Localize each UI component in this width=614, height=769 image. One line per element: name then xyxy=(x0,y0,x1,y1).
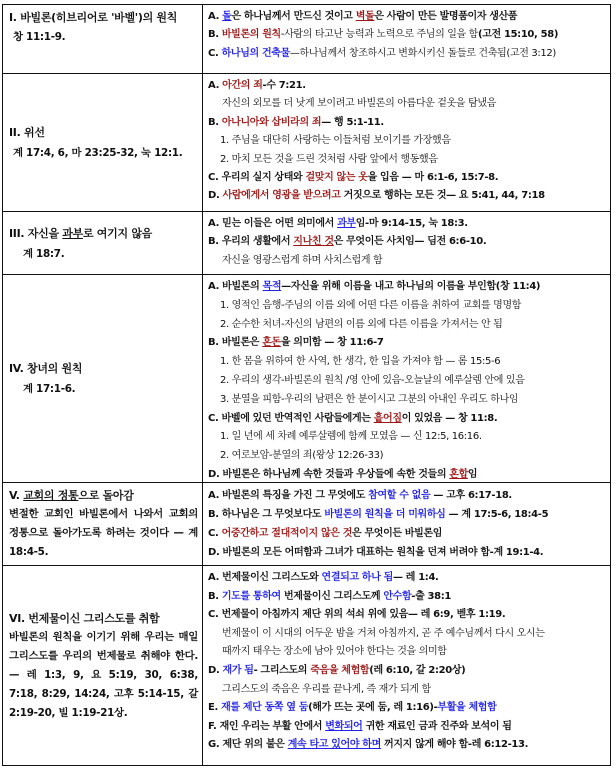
section-row-3 xyxy=(3,212,610,275)
point-a: A. 바빌론의 특징을 가진 그 무엇에도 참여할 수 없음 — 고후 6:17-18. xyxy=(208,490,512,501)
section-heading-cell xyxy=(3,74,203,211)
section-title: III. 자신을 과부로 여기지 않음 xyxy=(9,226,152,240)
point-c: C. 하나님의 건축물—하나님께서 창조하시고 변화시키신 돌들로 건축됨(고전 3:12) xyxy=(208,47,556,59)
point-c-detail-2: 때까지 태우는 장소에 남아 있어야 한다는 것을 의미함 xyxy=(222,646,447,658)
point-c: C. 번제물이 아침까지 제단 위의 석쇠 위에 있음— 레 6:9, 벧후 1:19. xyxy=(208,609,506,621)
point-g: G. 제단 위의 불은 계속 타고 있어야 하며 꺼지지 않게 해야 함-레 6:12-13. xyxy=(208,739,529,751)
section-title: II. 위선 xyxy=(9,126,45,139)
point-c: C. 바벨에 있던 반역적인 사람들에게는 흩어짐이 있었음 — 창 11:8. xyxy=(208,412,498,424)
point-a: A. 돌은 하나님께서 만드신 것이고 벽돌은 사람이 만든 발명품이자 생산품 xyxy=(208,11,518,22)
section-points-cell xyxy=(203,74,610,211)
outline-table xyxy=(2,4,611,766)
point-a-detail: 자신의 외모를 더 낫게 보이려고 바빌론의 아름다운 겉옷을 탐냈음 xyxy=(222,98,496,110)
section-reference: 창 11:1-9. xyxy=(13,31,66,43)
point-b: B. 바빌론의 원칙-사람의 타고난 능력과 노력으로 주님의 일을 함(고전 15:10, 58) xyxy=(208,29,559,41)
point-f: F. 재인 우리는 부활 안에서 변화되어 귀한 재료인 금과 진주와 보석이 됨 xyxy=(208,720,512,732)
point-c-sub-1: 1. 일 년에 세 차례 예루살렘에 함께 모였음 — 신 12:5, 16:16. xyxy=(220,431,482,443)
section-row-5 xyxy=(3,483,610,566)
section-points-cell xyxy=(203,5,610,73)
section-points-cell xyxy=(203,212,610,274)
section-heading-cell xyxy=(3,5,203,73)
point-d: D. 바빌론은 하나님께 속한 것들과 우상들에 속한 것들의 혼합임 xyxy=(208,468,478,480)
point-b-sub-1: 1. 주님을 대단히 사랑하는 이들처럼 보이기를 가장했음 xyxy=(220,135,451,147)
point-b-sub-2: 2. 마치 모든 것을 드린 것처럼 사람 앞에서 행동했음 xyxy=(220,153,438,165)
point-b: B. 아나니아와 삽비라의 죄— 행 5:1-11. xyxy=(208,116,384,128)
section-reference: 계 18:7. xyxy=(23,247,65,260)
section-title: VI. 번제물이신 그리스도를 취함 xyxy=(9,612,160,625)
point-c-detail-1: 번제물이 이 시대의 어두운 밤을 거쳐 아침까지, 곧 주 예수님께서 다시 오시는 xyxy=(222,627,545,639)
section-title: V. 교회의 정통으로 돌아감 xyxy=(9,489,134,502)
point-d-detail: 그리스도의 죽음은 우리를 끝나게, 즉 재가 되게 함 xyxy=(222,683,431,695)
section-title: IV. 창녀의 원칙 xyxy=(9,362,83,375)
point-c-sub-2: 2. 여로보암-분열의 죄(왕상 12:26-33) xyxy=(220,450,384,462)
point-b-sub-2: 2. 우리의 생각-바빌론의 원칙 /영 안에 있음-오늘날의 예루살렘 안에 있음 xyxy=(220,374,525,386)
point-b: B. 우리의 생활에서 지나친 것은 무엇이든 사치임— 딤전 6:6-10. xyxy=(208,236,487,248)
point-a: A. 번제물이신 그리스도와 연결되고 하나 됨— 레 1:4. xyxy=(208,572,439,583)
point-a-sub-1: 1. 영적인 음행-주님의 이름 외에 어떤 다른 이름을 취하여 교회를 명명함 xyxy=(220,299,522,311)
point-c: C. 어중간하고 절대적이지 않은 것은 무엇이든 바빌론임 xyxy=(208,528,443,539)
section-points-cell xyxy=(203,566,610,765)
point-b: B. 기도를 통하여 번제물이신 그리스도께 안수함-출 38:1 xyxy=(208,590,452,602)
point-b-detail: 자신을 영광스럽게 하며 사치스럽게 함 xyxy=(222,254,383,266)
point-a: A. 믿는 이들은 어떤 의미에서 과부임-마 9:14-15, 눅 18:3. xyxy=(208,218,468,229)
point-d: D. 바빌론의 모든 어떠함과 그녀가 대표하는 원칙을 던져 버려야 함-계 19:1-4. xyxy=(208,547,544,558)
point-b: B. 하나님은 그 무엇보다도 바빌론의 원칙을 더 미워하심 — 계 17:5-6, 18:4-5 xyxy=(208,509,549,520)
point-b-sub-3: 3. 분열을 피함-우리의 남편은 한 분이시고 그분의 아내인 우리도 하나임 xyxy=(220,393,519,405)
section-row-4 xyxy=(3,275,610,483)
section-row-2 xyxy=(3,74,610,212)
section-heading-cell xyxy=(3,566,203,765)
point-b-sub-1: 1. 한 몸을 위하여 한 사역, 한 생각, 한 입을 가져야 함 — 롬 15:5-6 xyxy=(220,356,501,368)
point-d: D. 사람에게서 영광을 받으려고 거짓으로 행하는 모든 것— 요 5:41, 44, 7:18 xyxy=(208,190,545,202)
point-a-sub-2: 2. 순수한 처녀-자신의 남편의 이름 외에 다른 이름을 가져서는 안 됨 xyxy=(220,318,503,330)
point-d: D. 재가 됨- 그리스도의 죽음을 체험함(레 6:10, 갈 2:20상) xyxy=(208,664,466,676)
section-reference: 계 17:1-6. xyxy=(23,383,76,395)
section-points-cell xyxy=(203,275,610,482)
point-c: C. 우리의 실지 상태와 걸맞지 않는 옷을 입음 — 마 6:1-6, 15:7-8. xyxy=(208,172,499,184)
section-row-1 xyxy=(3,5,610,74)
section-description: 바빌론의 원칙을 이기기 위해 우리는 매일 그리스도를 우리의 번제물로 취해야 한다. — 레 1:3, 9, 요 5:19, 30, 6:38, 7:18, 8:29, 14:24, 고후 5:14-15, 갈 2:19-20, 빌 1:19-21상. xyxy=(9,631,198,719)
section-points-cell xyxy=(203,483,610,565)
section-reference: 계 17:4, 6, 마 23:25-32, 눅 12:1. xyxy=(13,147,183,159)
section-description: 변절한 교회인 바빌론에서 나와서 교회의 정통으로 돌아가도록 하려는 것이다 — 계 18:4-5. xyxy=(9,508,198,558)
point-a: A. 아간의 죄-수 7:21. xyxy=(208,80,306,91)
section-row-6 xyxy=(3,566,610,765)
point-b: B. 바빌론은 혼돈을 의미함 — 창 11:6-7 xyxy=(208,337,384,349)
section-title: I. 바빌론(히브리어로 '바벨')의 원칙 xyxy=(9,11,178,24)
section-heading-cell xyxy=(3,483,203,565)
point-a: A. 바빌론의 목적—자신을 위해 이름을 내고 하나님의 이름을 부인함(창 11:4) xyxy=(208,281,541,292)
section-heading-cell xyxy=(3,212,203,274)
section-heading-cell xyxy=(3,275,203,482)
point-e: E. 재를 제단 동쪽 옆 둠(해가 뜨는 곳에 둠, 레 1:16)-부활을 체험함 xyxy=(208,702,497,714)
